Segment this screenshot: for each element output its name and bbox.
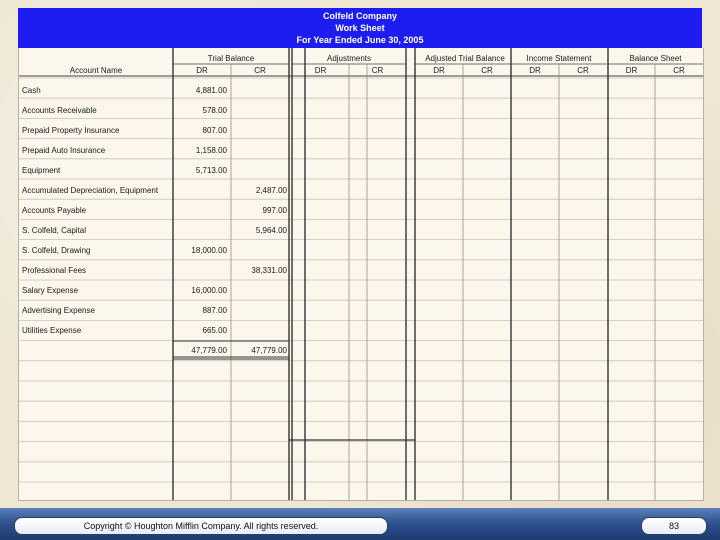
trial-balance-dr: 665.00 — [202, 326, 227, 335]
dr-header: DR — [196, 66, 208, 75]
company-name: Colfeld Company — [322, 11, 397, 21]
account-drawing: S. Colfeld, Drawing — [22, 246, 91, 255]
group-header-adjustments: Adjustments — [326, 54, 372, 63]
trial-balance-dr: 887.00 — [202, 306, 227, 315]
account-accumulated-depreciation: Accumulated Depreciation, Equipment — [22, 186, 159, 195]
account-salary-expense: Salary Expense — [22, 286, 79, 295]
trial-balance-dr: 18,000.00 — [191, 246, 227, 255]
account-advertising-expense: Advertising Expense — [22, 306, 95, 315]
cr-header: CR — [254, 66, 266, 75]
trial-balance-cr: 2,487.00 — [255, 186, 287, 195]
group-header-income-statement: Income Statement — [526, 54, 592, 63]
dr-header: DR — [314, 66, 327, 75]
account-utilities-expense: Utilities Expense — [22, 326, 82, 335]
sheet-title: Work Sheet — [335, 23, 385, 33]
trial-balance-cr: 5,964.00 — [255, 226, 287, 235]
account-name-header: Account Name — [69, 66, 123, 75]
trial-balance-cr: 38,331.00 — [251, 266, 287, 275]
trial-balance-dr: 16,000.00 — [191, 286, 227, 295]
trial-balance-dr: 1,158.00 — [195, 146, 227, 155]
trial-balance-dr: 578.00 — [202, 106, 227, 115]
cr-header: CR — [577, 66, 589, 75]
account-accounts-payable: Accounts Payable — [22, 206, 87, 215]
trial-balance-dr: 5,713.00 — [195, 166, 227, 175]
account-capital: S. Colfeld, Capital — [22, 226, 87, 235]
worksheet-grid — [19, 48, 703, 500]
dr-header: DR — [529, 66, 541, 75]
trial-balance-cr: 997.00 — [262, 206, 287, 215]
trial-balance-total-cr: 47,779.00 — [251, 346, 287, 355]
account-equipment: Equipment — [22, 166, 61, 175]
copyright-notice: Copyright © Houghton Mifflin Company. All rights reserved. — [14, 517, 388, 535]
account-prepaid-property-insurance: Prepaid Property Insurance — [22, 126, 120, 135]
cr-header: CR — [371, 66, 384, 75]
account-cash: Cash — [22, 86, 41, 95]
account-professional-fees: Professional Fees — [22, 266, 87, 275]
dr-header: DR — [433, 66, 445, 75]
dr-header: DR — [625, 66, 638, 75]
cr-header: CR — [481, 66, 493, 75]
group-header-adjusted-trial-balance: Adjusted Trial Balance — [425, 54, 505, 63]
cr-header: CR — [673, 66, 685, 75]
work-sheet-table — [18, 48, 704, 501]
trial-balance-dr: 4,881.00 — [195, 86, 227, 95]
group-header-balance-sheet: Balance Sheet — [629, 54, 682, 63]
worksheet-heading — [18, 8, 702, 48]
group-header-trial-balance: Trial Balance — [207, 54, 255, 63]
trial-balance-total-dr: 47,779.00 — [191, 346, 227, 355]
account-accounts-receivable: Accounts Receivable — [22, 106, 97, 115]
trial-balance-dr: 807.00 — [202, 126, 227, 135]
account-prepaid-auto-insurance: Prepaid Auto Insurance — [22, 146, 106, 155]
sheet-period: For Year Ended June 30, 2005 — [296, 35, 424, 45]
page-number: 83 — [641, 517, 707, 535]
